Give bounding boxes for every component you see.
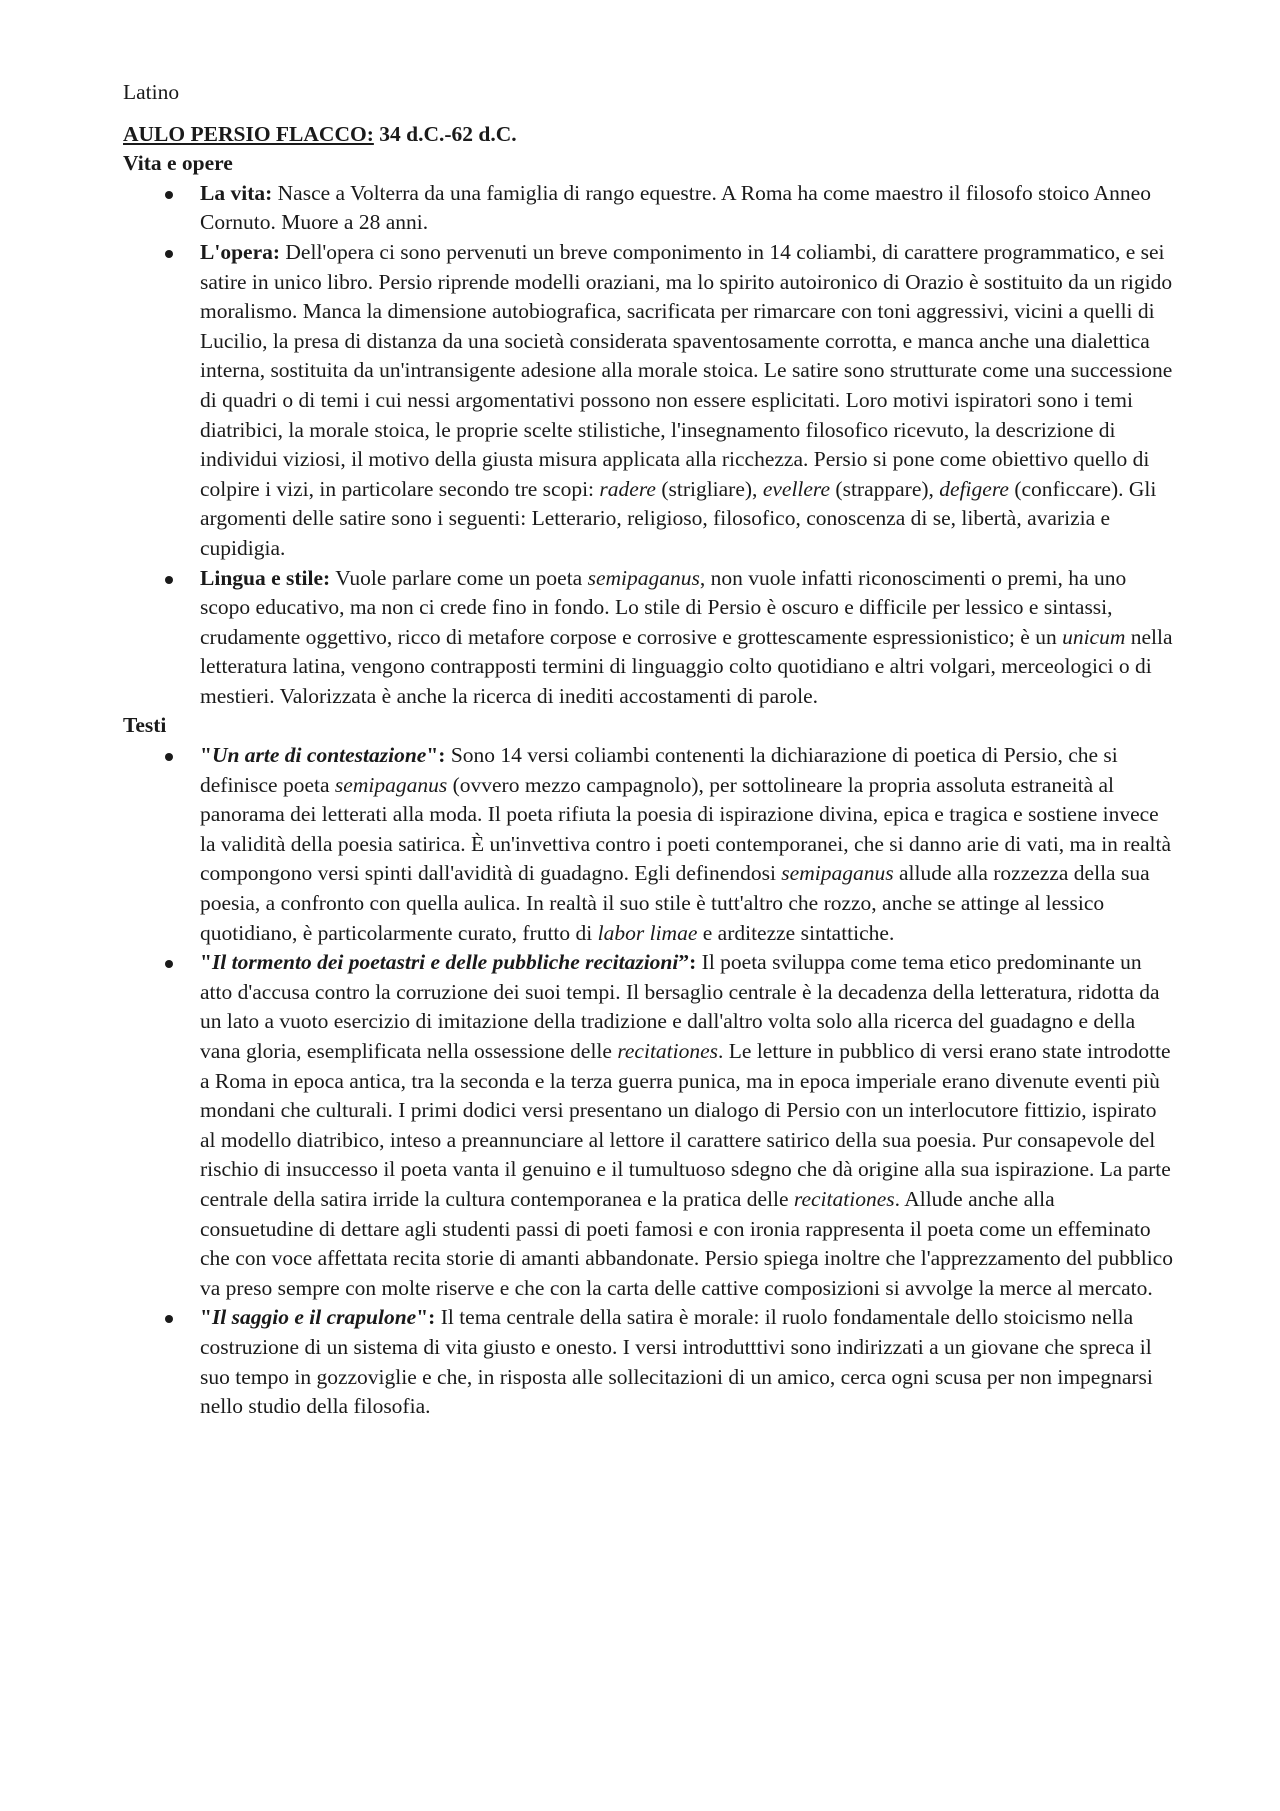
bullet-icon xyxy=(165,576,173,584)
item-text: . Allude anche alla consuetudine di dettare agli studenti passi di poeti famosi e con ironia rappresenta il poeta come un effeminato che con voce affettata recita storie di amanti abbandonate. Persio spiega inoltre che l'apprezzamento del pubblico va preso sempre con molte riserve e che con la carta delle cattive composizioni si avvolge la merce al mercato. xyxy=(200,1186,1173,1300)
subject-label: Latino xyxy=(123,80,180,104)
latin-term: defigere xyxy=(939,476,1009,501)
item-text: (strigliare), xyxy=(655,476,763,501)
list-item-tormento xyxy=(123,948,1173,1303)
text-title: Il tormento dei poetastri e delle pubbliche recitazioni xyxy=(211,950,679,975)
item-text: Nasce a Volterra da una famiglia di rango equestre. A Roma ha come maestro il filosofo stoico Anneo Cornuto. Muore a 28 anni. xyxy=(200,180,1151,235)
latin-term: recitationes xyxy=(617,1039,719,1063)
quote-mark: ": xyxy=(416,1305,436,1330)
bullet-icon xyxy=(165,960,173,968)
item-text: , non vuole infatti riconoscimenti o premi, ha uno scopo educativo, ma non ci crede fino in fondo. Lo stile di Persio è oscuro e difficile per lessico e sintassi, crudamente oggettivo, ricco di metafore corpose e corrosive e grottescamente espressionistico; è un xyxy=(200,565,1127,649)
item-text: Il tema centrale della satira è morale: il ruolo fondamentale dello stoicismo nella costruzione di un sistema di vita giusto e onesto. I versi introdutttivi sono indirizzati a un giovane che spreca il suo tempo in gozzoviglie e che, in risposta alle sollecitazioni di un amico, cerca ogni scusa per non impegnarsi nello studio della filosofia. xyxy=(200,1305,1153,1419)
latin-term: labor limae xyxy=(597,920,698,945)
text-title: Un arte di contestazione xyxy=(211,743,427,768)
bullet-icon xyxy=(165,250,173,258)
item-text: (strappare), xyxy=(830,476,940,501)
item-text: nella letteratura latina, vengono contrapposti termini di linguaggio colto quotidiano e altri volgari, merceologici o di mestieri. Valorizzata è anche la ricerca di inediti accostamenti di parole. xyxy=(200,624,1173,708)
quote-mark: " xyxy=(200,950,212,975)
bullet-icon xyxy=(165,753,173,761)
latin-term: semipaganus xyxy=(334,772,448,797)
item-text: (conficcare). Gli argomenti delle satire sono i seguenti: Letterario, religioso, filosofico, conoscenza di se, libertà, avarizia e cupidigia. xyxy=(200,476,1157,560)
latin-term: radere xyxy=(599,476,656,501)
item-text: . Le letture in pubblico di versi erano state introdotte a Roma in epoca antica, tra la seconda e la terza guerra punica, ma in epoca imperiale erano divenute eventi più mondani che culturali. I primi dodici versi presentano un dialogo di Persio con un interlocutore fittizio, ispirato al modello diatribico, inteso a preannunciare al lettore il carattere satirico della sua poesia. Pur consapevole del rischio di insuccesso il poeta vanta il genuino e il tumultuoso sdegno che dà origine alla sua ispirazione. La parte centrale della satira irride la cultura contemporanea e la pratica delle xyxy=(200,1039,1171,1211)
latin-term: evellere xyxy=(762,476,831,501)
vita-list xyxy=(123,179,1173,712)
item-text: allude alla rozzezza della sua poesia, a confronto con quella aulica. In realtà il suo stile è tutt'altro che rozzo, anche se attinge al lessico quotidiano, è particolarmente curato, frutto di xyxy=(200,861,1150,945)
list-item-arte xyxy=(123,741,1173,948)
item-text: Il poeta sviluppa come tema etico predominante un atto d'accusa contro la corruzione dei suoi tempi. Il bersaglio centrale è la decadenza della letteratura, ridotta da un lato a vuoto esercizio di imitazione della tradizione e dall'altro volta solo alla ricerca del guadagno e della vana gloria, esemplificata nella ossessione delle xyxy=(200,950,1160,1063)
list-item-vita xyxy=(123,179,1173,238)
section-heading-vita: Vita e opere xyxy=(123,151,233,176)
item-label: L'opera: xyxy=(200,239,281,264)
latin-term: unicum xyxy=(1062,624,1126,649)
bullet-icon xyxy=(165,191,173,199)
list-item-lingua xyxy=(123,564,1173,712)
item-text: (ovvero mezzo campagnolo), per sottolineare la propria assoluta estraneità al panorama dei letterati alla moda. Il poeta rifiuta la poesia di ispirazione divina, epica e tragica e sostiene invece la validità della poesia satirica. È un'invettiva contro i poeti contemporanei, che si danno arie di vati, ma in realtà compongono versi spinti dall'avidità di guadagno. Egli definendosi xyxy=(200,772,1172,886)
bullet-icon xyxy=(165,1315,173,1323)
author-name: AULO PERSIO FLACCO: xyxy=(123,121,374,146)
quote-mark: ”: xyxy=(678,950,697,975)
item-text: Vuole parlare come un poeta xyxy=(330,565,588,590)
item-label: Lingua e stile: xyxy=(200,565,331,590)
list-item-saggio xyxy=(123,1303,1173,1421)
section-heading-testi: Testi xyxy=(123,713,167,738)
author-dates: 34 d.C.-62 d.C. xyxy=(373,121,517,146)
latin-term: semipaganus xyxy=(587,565,700,590)
latin-term: semipaganus xyxy=(781,861,894,886)
page-title xyxy=(123,120,1173,150)
testi-list xyxy=(123,741,1173,1422)
document-page xyxy=(123,78,1173,1422)
quote-mark: " xyxy=(200,1305,212,1330)
list-item-opera xyxy=(123,238,1173,564)
text-title: Il saggio e il crapulone xyxy=(211,1305,417,1330)
item-label: La vita: xyxy=(200,180,273,205)
latin-term: recitationes xyxy=(793,1186,895,1211)
quote-mark: " xyxy=(200,743,212,768)
item-text: e arditezze sintattiche. xyxy=(697,920,895,945)
item-text: Sono 14 versi coliambi contenenti la dichiarazione di poetica di Persio, che si definisce poeta xyxy=(200,743,1118,797)
item-text: Dell'opera ci sono pervenuti un breve componimento in 14 coliambi, di carattere programmatico, e sei satire in unico libro. Persio riprende modelli oraziani, ma lo spirito autoironico di Orazio è sostituito da un rigido moralismo. Manca la dimensione autobiografica, sacrificata per rimarcare con toni aggressivi, vicini a quelli di Lucilio, la presa di distanza da una società considerata spaventosamente corrotta, e manca anche una dialettica interna, sostituita da un'intransigente adesione alla morale stoica. Le satire sono strutturate come una successione di quadri o di temi i cui nessi argomentativi possono non essere esplicitati. Loro motivi ispiratori sono i temi diatribici, la morale stoica, le proprie scelte stilistiche, l'insegnamento filosofico ricevuto, la descrizione di individui viziosi, il motivo della giusta misura applicata alla ricchezza. Persio si pone come obiettivo quello di colpire i vizi, in particolare secondo tre scopi: xyxy=(200,239,1173,501)
quote-mark: ": xyxy=(426,743,446,768)
